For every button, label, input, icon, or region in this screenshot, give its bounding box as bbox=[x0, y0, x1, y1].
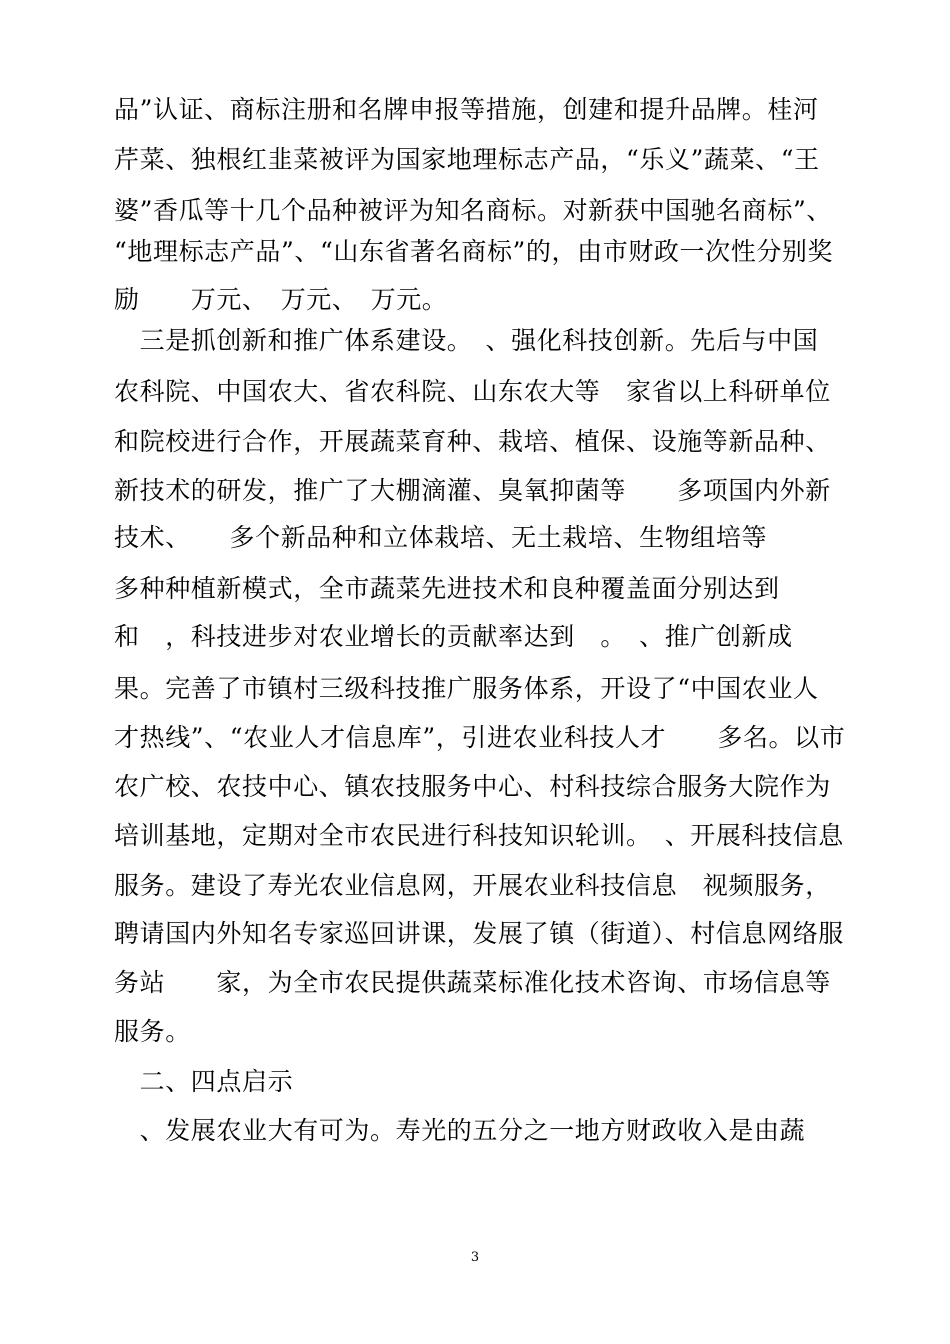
text-line: 果。完善了市镇村三级科技推广服务体系，开设了“中国农业人 bbox=[114, 674, 819, 703]
text-line: 励 万元、 万元、 万元。 bbox=[114, 285, 448, 314]
text-line: 服务。 bbox=[114, 1017, 191, 1046]
text-line: 农广校、农技中心、镇农技服务中心、村科技综合服务大院作为 bbox=[114, 772, 831, 801]
text-line: 三是抓创新和推广体系建设。 、强化科技创新。先后与中国 bbox=[114, 326, 819, 355]
text-line: 才热线”、“农业人才信息库”，引进农业科技人才 多名。以市 bbox=[114, 723, 846, 752]
text-line: 农科院、中国农大、省农科院、山东农大等 家省以上科研单位 bbox=[114, 377, 831, 406]
text-line: 芹菜、独根红韭菜被评为国家地理标志产品，“乐义”蔬菜、“王 bbox=[114, 145, 820, 174]
page-number: 3 bbox=[470, 1250, 480, 1265]
text-line: “地理标志产品”、“山东省著名商标”的，由市财政一次性分别奖 bbox=[114, 237, 834, 266]
text-line: 务站 家，为全市农民提供蔬菜标准化技术咨询、市场信息等 bbox=[114, 968, 831, 997]
text-line: 和院校进行合作，开展蔬菜育种、栽培、植保、设施等新品种、 bbox=[114, 427, 831, 456]
text-line: 新技术的研发，推广了大棚滴灌、臭氧抑菌等 多项国内外新 bbox=[114, 476, 831, 505]
text-line: 、发展农业大有可为。寿光的五分之一地方财政收入是由蔬 bbox=[114, 1116, 806, 1145]
section-heading: 二、四点启示 bbox=[114, 1067, 294, 1096]
text-line: 多种种植新模式，全市蔬菜先进技术和良种覆盖面分别达到 bbox=[114, 574, 780, 603]
text-line: 技术、 多个新品种和立体栽培、无土栽培、生物组培等 bbox=[114, 523, 768, 552]
text-line: 服务。建设了寿光农业信息网，开展农业科技信息 视频服务， bbox=[114, 871, 831, 900]
text-line: 和 ，科技进步对农业增长的贡献率达到 。 、推广创新成 bbox=[114, 622, 793, 651]
text-line: 品”认证、商标注册和名牌申报等措施，创建和提升品牌。桂河 bbox=[114, 95, 819, 124]
text-line: 培训基地，定期对全市农民进行科技知识轮训。 、开展科技信息 bbox=[114, 821, 844, 850]
text-line: 聘请国内外知名专家巡回讲课，发展了镇（街道）、村信息网络服 bbox=[114, 919, 844, 948]
text-line: 婆”香瓜等十几个品种被评为知名商标。对新获中国驰名商标”、 bbox=[114, 196, 832, 225]
